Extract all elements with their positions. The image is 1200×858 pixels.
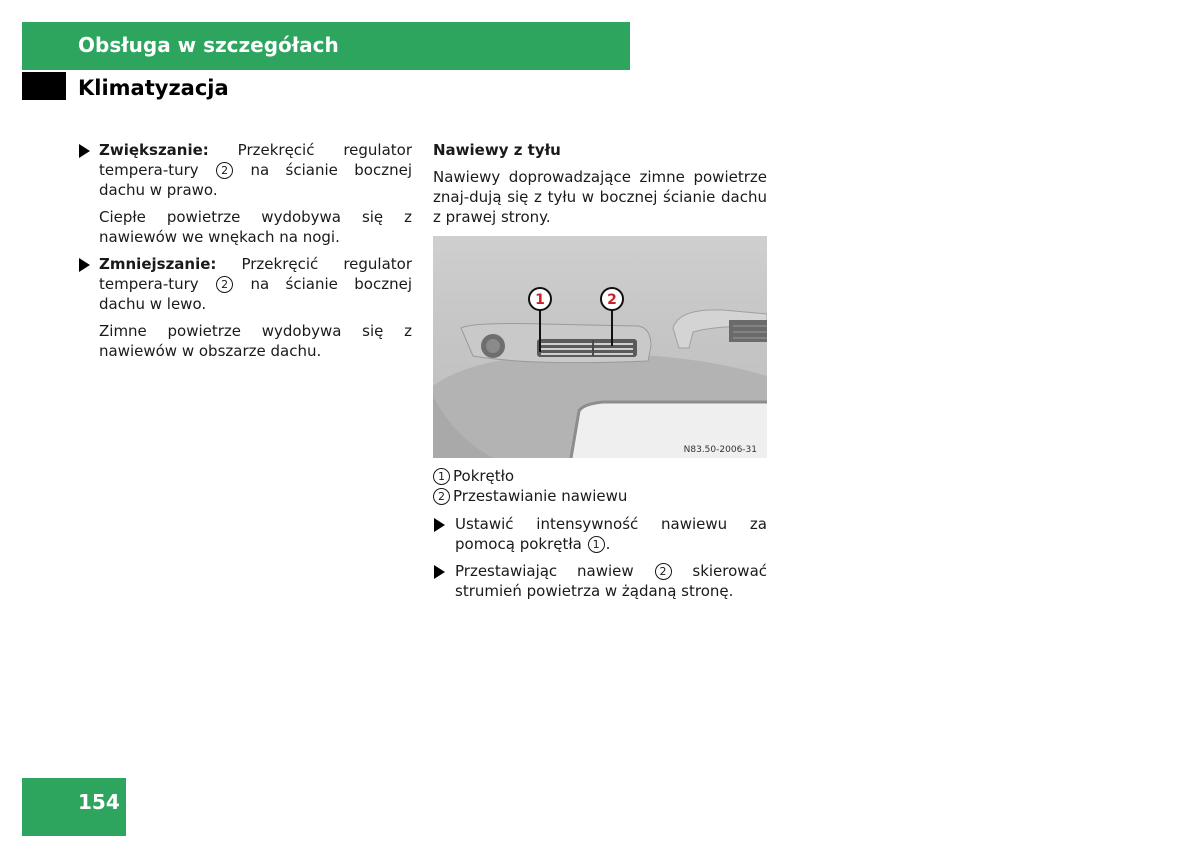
legend-item	[433, 466, 767, 486]
instruction-text: Przekręcić regulator tempera-tury	[99, 141, 412, 179]
legend-label: Przestawianie nawiewu	[453, 487, 628, 505]
note-cold-air: Zimne powietrze wydobywa się z nawiewów w obszarze dachu.	[99, 322, 412, 360]
bullet-arrow-icon	[434, 518, 445, 532]
note-warm-air: Ciepłe powietrze wydobywa się z nawiewów we wnękach na nogi.	[99, 208, 412, 246]
legend-label: Pokrętło	[453, 467, 515, 485]
instruction-text: skierować strumień powietrza w żądaną stronę.	[455, 562, 768, 600]
instruction-decrease	[78, 254, 412, 314]
bullet-arrow-icon	[434, 565, 445, 579]
instruction-text: Przekręcić regulator tempera-tury	[99, 255, 412, 293]
vent-illustration	[433, 236, 767, 458]
photo-callout-1: 1	[535, 292, 545, 308]
instruction-text: Ustawić intensywność nawiewu za pomocą pokrętła	[455, 515, 767, 553]
term-decrease: Zmniejszanie:	[99, 255, 217, 273]
instruction-text: .	[605, 535, 611, 553]
section-title: Klimatyzacja	[78, 76, 229, 100]
page-number: 154	[78, 790, 120, 814]
right-column	[433, 140, 767, 608]
bullet-arrow-icon	[79, 258, 90, 272]
instruction-text: na ścianie bocznej dachu w lewo.	[99, 275, 412, 313]
ref-number: 1	[588, 536, 605, 553]
instruction-set-intensity	[433, 514, 767, 554]
term-increase: Zwiększanie:	[99, 141, 209, 159]
instruction-increase	[78, 140, 412, 200]
ref-number: 2	[216, 162, 233, 179]
photo-code: N83.50-2006-31	[683, 445, 757, 455]
rear-vents-heading: Nawiewy z tyłu	[433, 141, 561, 159]
roof-vents-photo	[433, 236, 767, 458]
legend-number: 1	[433, 468, 450, 485]
bullet-arrow-icon	[79, 144, 90, 158]
ref-number: 2	[655, 563, 672, 580]
photo-legend	[433, 466, 767, 506]
photo-callout-2: 2	[607, 292, 617, 308]
instruction-adjust-vent	[433, 561, 767, 601]
legend-item	[433, 486, 767, 506]
instruction-text: na ścianie bocznej dachu w prawo.	[99, 161, 412, 199]
chapter-title: Obsługa w szczegółach	[78, 33, 339, 57]
section-marker	[22, 72, 66, 100]
legend-number: 2	[433, 488, 450, 505]
instruction-text: Przestawiając nawiew	[455, 562, 654, 580]
left-column	[78, 140, 412, 368]
ref-number: 2	[216, 276, 233, 293]
rear-vents-intro: Nawiewy doprowadzające zimne powietrze znaj-dują się z tyłu w bocznej ścianie dachu z prawej strony.	[433, 168, 767, 226]
